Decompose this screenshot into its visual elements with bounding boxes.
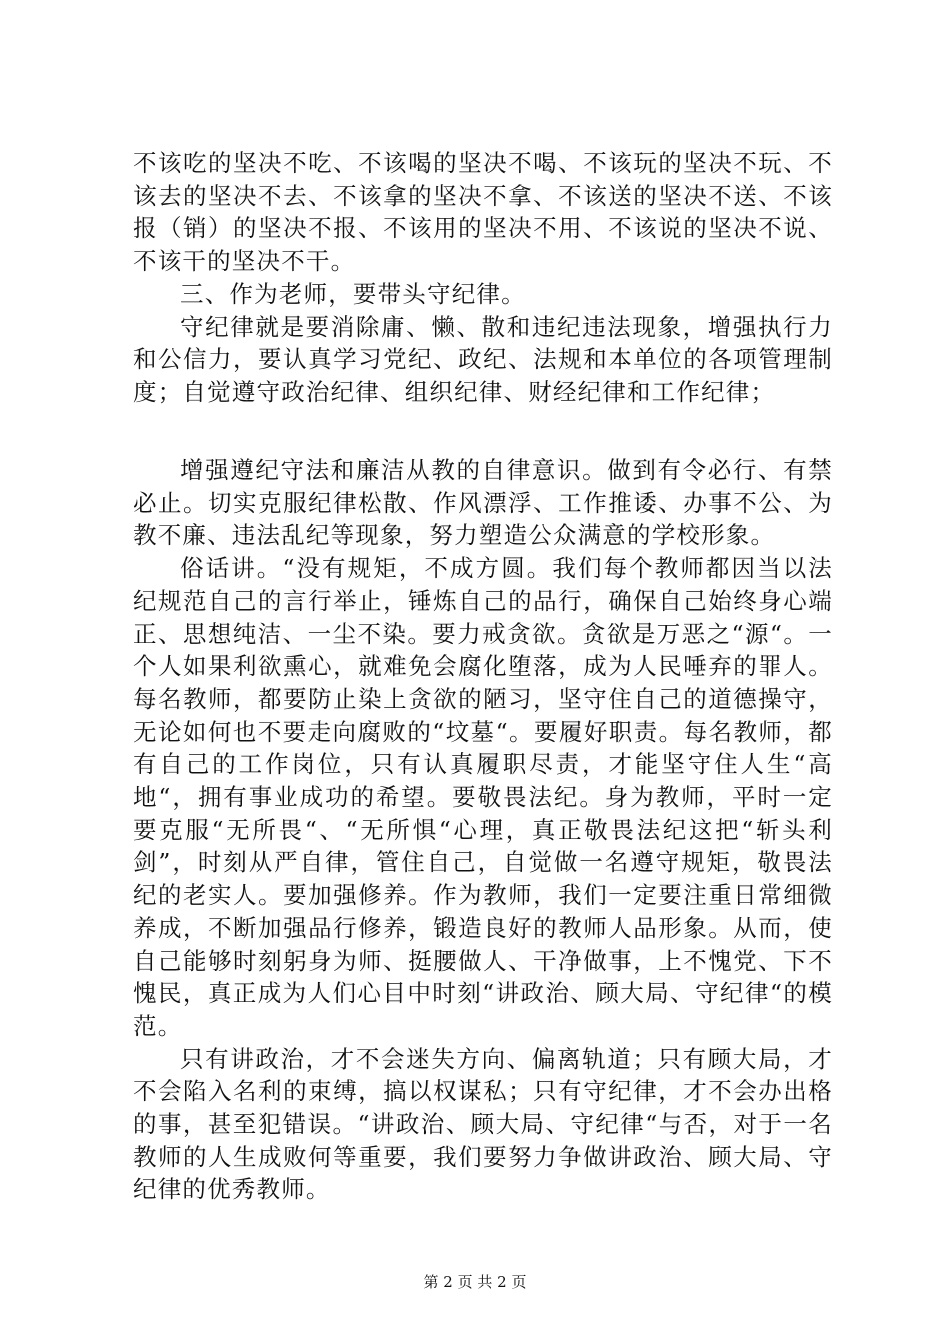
- paragraph-proverb: 俗话讲。“没有规矩，不成方圆。我们每个教师都因当以法纪规范自己的言行举止，锤炼自己的品行，确保自己始终身心端正、思想纯洁、一尘不染。要力戒贪欲。贪欲是万恶之“源“。一个人如果利欲熏心，就难免会腐化堕落，成为人民唾弃的罪人。每名教师，都要防止染上贪欲的陋习，坚守住自己的道德操守，无论如何也不要走向腐败的“坟墓“。要履好职责。每名教师，都有自己的工作岗位，只有认真履职尽责，才能坚守住人生“高地“，拥有事业成功的希望。要敬畏法纪。身为教师，平时一定要克服“无所畏“、“无所惧“心理，真正敬畏法纪这把“斩头利剑”，时刻从严自律，管住自己，自觉做一名遵守规矩，敬畏法纪的老实人。要加强修养。作为教师，我们一定要注重日常细微养成，不断加强品行修养，锻造良好的教师人品形象。从而，使自己能够时刻躬身为师、挺腰做人、干净做事，上不愧党、下不愧民，真正成为人们心目中时刻“讲政治、顾大局、守纪律“的模范。: [133, 554, 833, 1040]
- page-footer: [0, 1272, 950, 1292]
- paragraph-self-discipline: 增强遵纪守法和廉洁从教的自律意识。做到有令必行、有禁必止。切实克服纪律松散、作风漂浮、工作推诿、办事不公、为教不廉、违法乱纪等现象，努力塑造公众满意的学校形象。: [133, 456, 833, 550]
- text-block-top: [133, 147, 833, 409]
- paragraph-prohibitions: 不该吃的坚决不吃、不该喝的坚决不喝、不该玩的坚决不玩、不该去的坚决不去、不该拿的坚决不拿、不该送的坚决不送、不该报（销）的坚决不报、不该用的坚决不用、不该说的坚决不说、不该干的坚决不干。: [133, 149, 833, 276]
- paragraph-discipline-intro: 守纪律就是要消除庸、懒、散和违纪违法现象，增强执行力和公信力，要认真学习党纪、政纪、法规和本单位的各项管理制度；自觉遵守政治纪律、组织纪律、财经纪律和工作纪律；: [133, 312, 833, 406]
- paragraph-conclusion: 只有讲政治，才不会迷失方向、偏离轨道；只有顾大局，才不会陷入名利的束缚，搞以权谋私；只有守纪律，才不会办出格的事，甚至犯错误。“讲政治、顾大局、守纪律“与否，对于一名教师的人生成败何等重要，我们要努力争做讲政治、顾大局、守纪律的优秀教师。: [133, 1044, 833, 1204]
- page-number-label: 第 2 页 共 2 页: [423, 1273, 527, 1291]
- text-block-main: [133, 454, 833, 1206]
- section-heading-discipline: 三、作为老师，要带头守纪律。: [180, 279, 526, 308]
